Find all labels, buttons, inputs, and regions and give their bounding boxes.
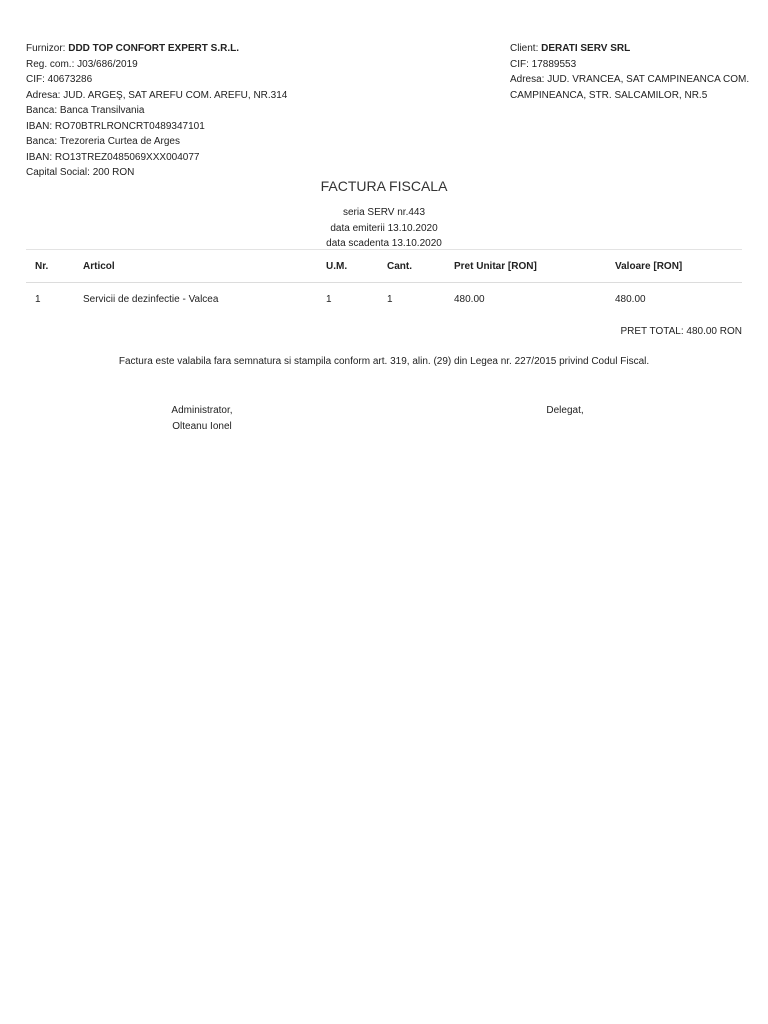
header-cant: Cant. [387, 261, 412, 272]
invoice-series: seria SERV nr.443 [342, 207, 426, 218]
legal-note: Factura este valabila fara semnatura si stampila conform art. 319, alin. (29) din Legea nr. 227/2015 privind Codul Fiscal. [118, 356, 650, 367]
administrator-signature [152, 403, 252, 434]
supplier-label: Furnizor: [26, 43, 69, 54]
header-valoare: Valoare [RON] [615, 261, 683, 272]
client-address: Adresa: JUD. VRANCEA, SAT CAMPINEANCA COM. CAMPINEANCA, STR. SALCAMILOR, NR.5 [510, 74, 750, 101]
cell-nr: 1 [35, 294, 41, 305]
invoice-meta [0, 205, 768, 252]
supplier-address: Adresa: JUD. ARGEŞ, SAT AREFU COM. AREFU, NR.314 [26, 89, 288, 101]
supplier-cif: CIF: 40673286 [26, 74, 93, 85]
items-table [26, 249, 742, 315]
client-name-line [510, 41, 750, 57]
supplier-bank-1: Banca: Banca Transilvania [26, 105, 145, 116]
cell-pret-unitar: 480.00 [454, 294, 485, 305]
supplier-reg-com: Reg. com.: J03/686/2019 [26, 58, 138, 70]
client-cif: CIF: 17889553 [510, 58, 577, 70]
header-pret-unitar: Pret Unitar [RON] [454, 261, 537, 272]
cell-um: 1 [326, 294, 332, 305]
delegate-signature [525, 403, 605, 419]
header-nr: Nr. [35, 261, 49, 272]
header-um: U.M. [326, 261, 348, 272]
supplier-capital: Capital Social: 200 RON [26, 167, 135, 178]
supplier-iban-1: IBAN: RO70BTRLRONCRT0489347101 [26, 120, 205, 132]
table-row [26, 283, 742, 315]
delegate-label: Delegat, [546, 405, 584, 416]
supplier-info [26, 41, 426, 181]
cell-cant: 1 [387, 294, 393, 305]
supplier-name-line [26, 41, 426, 57]
client-label: Client: [510, 43, 542, 54]
total-price: PRET TOTAL: 480.00 RON [620, 326, 742, 337]
invoice-issue-date: data emiterii 13.10.2020 [330, 222, 438, 234]
administrator-label: Administrator, [171, 405, 233, 416]
supplier-bank-2: Banca: Trezoreria Curtea de Arges [26, 136, 180, 147]
cell-articol: Servicii de dezinfectie - Valcea [83, 294, 219, 305]
table-header-row [26, 250, 742, 283]
invoice-title: FACTURA FISCALA [320, 178, 448, 194]
administrator-name: Olteanu Ionel [172, 420, 232, 432]
supplier-name: DDD TOP CONFORT EXPERT S.R.L. [68, 43, 239, 54]
header-articol: Articol [83, 261, 115, 272]
client-info [510, 41, 750, 103]
client-name: DERATI SERV SRL [541, 43, 631, 54]
invoice-due-date: data scadenta 13.10.2020 [326, 238, 442, 249]
supplier-iban-2: IBAN: RO13TREZ0485069XXX004077 [26, 151, 200, 163]
cell-valoare: 480.00 [615, 294, 646, 305]
